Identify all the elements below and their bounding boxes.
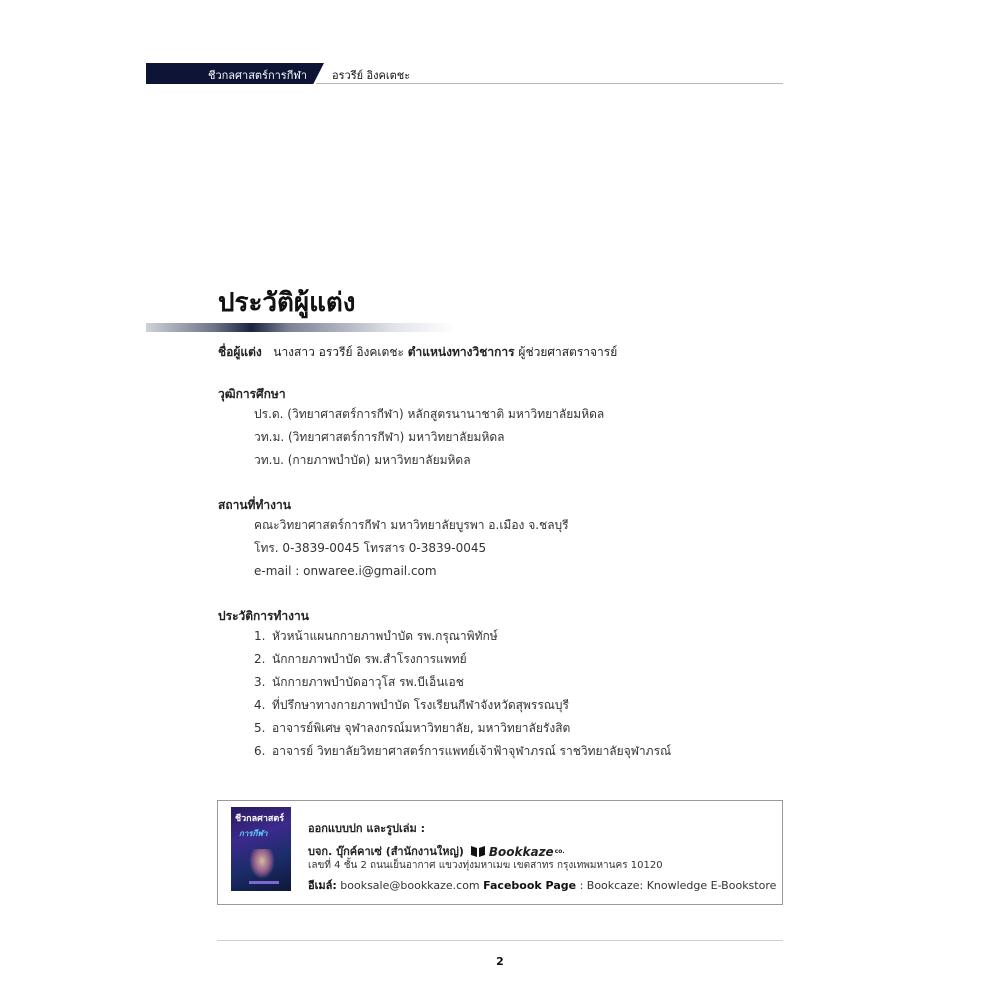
education-item: วท.ม. (วิทยาศาสตร์การกีฬา) มหาวิทยาลัยมหิดล (254, 430, 505, 444)
career-list (218, 630, 778, 768)
workplace-phone: โทร. 0-3839-0045 โทรสาร 0-3839-0045 (254, 541, 487, 555)
facebook-label: Facebook Page (483, 879, 577, 892)
page-number: 2 (496, 955, 504, 968)
publisher-company: บจก. บุ๊กค์คาเซ่ (สำนักงานใหญ่) (308, 845, 464, 858)
list-item-text: นักกายภาพบำบัดอาวุโส รพ.บีเอ็นเอช (272, 675, 464, 689)
email-value: booksale@bookkaze.com (340, 879, 480, 892)
author-name-line (218, 346, 778, 364)
position-label: ตำแหน่งทางวิชาการ (407, 345, 515, 359)
education-section (218, 388, 778, 477)
book-icon (470, 845, 486, 858)
list-item-number: 6. (254, 744, 266, 758)
education-item: วท.บ. (กายภาพบำบัด) มหาวิทยาลัยมหิดล (254, 453, 471, 467)
career-section (218, 610, 778, 768)
list-item-number: 5. (254, 721, 266, 735)
list-item (218, 745, 778, 768)
footer-rule (217, 940, 783, 941)
list-item-number: 1. (254, 629, 266, 643)
list-item-text: นักกายภาพบำบัด รพ.สำโรงการแพทย์ (272, 652, 467, 666)
list-item (218, 676, 778, 699)
running-header (146, 63, 783, 85)
brand-suffix: co. (554, 847, 565, 855)
credits-text (308, 823, 776, 899)
header-rule (316, 83, 783, 84)
list-item (218, 699, 778, 722)
email-label: อีเมล์: (308, 879, 337, 892)
publisher-logo (470, 845, 565, 858)
facebook-value: : Bookcaze: Knowledge E-Bookstore (579, 879, 777, 892)
contact-line (308, 880, 776, 899)
cover-title: ชีวกลศาสตร์ (235, 814, 285, 824)
workplace-section (218, 499, 778, 588)
workplace-address: คณะวิทยาศาสตร์การกีฬา มหาวิทยาลัยบูรพา อ.เมือง จ.ชลบุรี (254, 518, 569, 532)
name-label: ชื่อผู้แต่ง (218, 345, 262, 359)
education-heading: วุฒิการศึกษา (218, 387, 286, 401)
cover-subtitle: การกีฬา (239, 829, 268, 838)
list-item (218, 630, 778, 653)
workplace-email: e-mail : onwaree.i@gmail.com (254, 564, 437, 578)
list-item (218, 722, 778, 745)
list-item-number: 3. (254, 675, 266, 689)
cover-footer-strip (249, 881, 279, 884)
chapter-title: ประวัติผู้แต่ง (218, 288, 356, 318)
list-item-text: หัวหน้าแผนกกายภาพบำบัด รพ.กรุณาพิทักษ์ (272, 629, 498, 643)
cover-athlete-figure (249, 849, 275, 879)
header-author-name: อรวรีย์ อิงคเตชะ (332, 69, 411, 82)
list-item-number: 4. (254, 698, 266, 712)
list-item-number: 2. (254, 652, 266, 666)
position-value: ผู้ช่วยศาสตราจารย์ (518, 345, 618, 359)
career-heading: ประวัติการทำงาน (218, 609, 309, 623)
design-label: ออกแบบปก และรูปเล่ม : (308, 822, 426, 835)
name-value: นางสาว อรวรีย์ อิงคเตชะ (273, 345, 404, 359)
chapter-underline-bar (146, 323, 456, 332)
credits-box (217, 800, 783, 905)
book-cover-thumbnail (231, 807, 291, 891)
publisher-line (308, 842, 776, 861)
author-bio (218, 346, 778, 768)
education-item: ปร.ด. (วิทยาศาสตร์การกีฬา) หลักสูตรนานาชาติ มหาวิทยาลัยมหิดล (254, 407, 605, 421)
publisher-address: เลขที่ 4 ชั้น 2 ถนนเย็นอากาศ แขวงทุ่งมหาเมฆ เขตสาทร กรุงเทพมหานคร 10120 (308, 860, 663, 871)
list-item-text: อาจารย์พิเศษ จุฬาลงกรณ์มหาวิทยาลัย, มหาวิทยาลัยรังสิต (272, 721, 571, 735)
list-item (218, 653, 778, 676)
list-item-text: อาจารย์ วิทยาลัยวิทยาศาสตร์การแพทย์เจ้าฟ้าจุฬาภรณ์ ราชวิทยาลัยจุฬาภรณ์ (272, 744, 672, 758)
header-book-title: ชีวกลศาสตร์การกีฬา (208, 69, 308, 82)
workplace-heading: สถานที่ทำงาน (218, 498, 291, 512)
list-item-text: ที่ปรึกษาทางกายภาพบำบัด โรงเรียนกีฬาจังหวัดสุพรรณบุรี (272, 698, 569, 712)
brand-name: Bookkaze (488, 844, 554, 859)
